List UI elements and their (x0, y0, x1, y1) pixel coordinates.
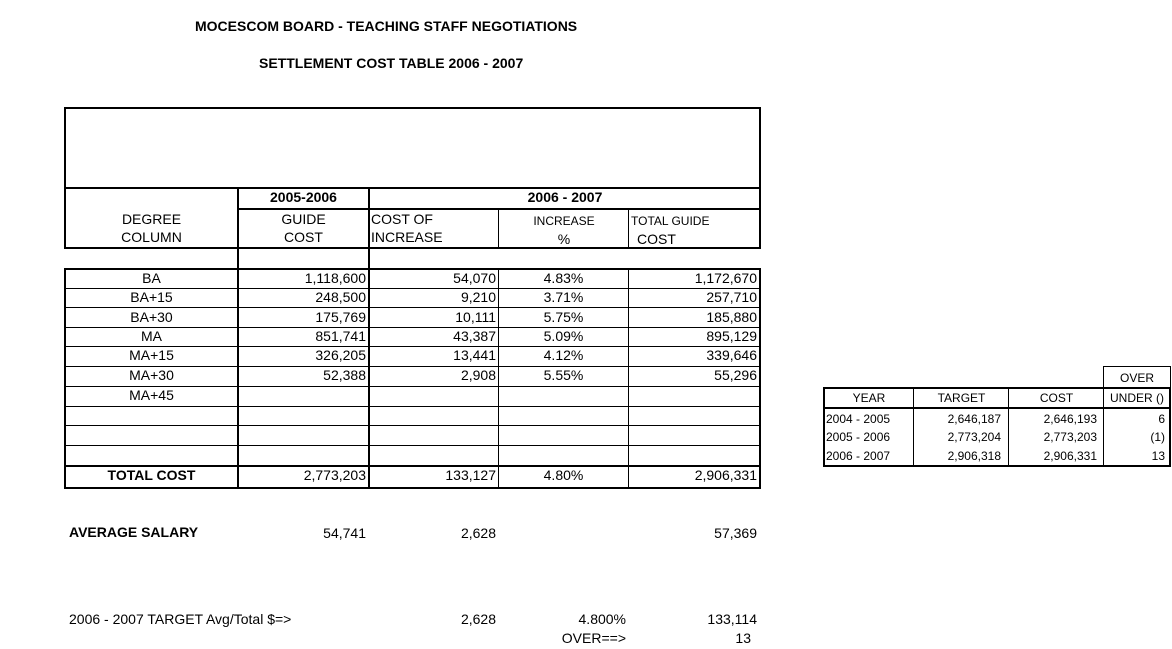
table-cell: 339,646 (706, 347, 757, 363)
table-cell: 4.83% (543, 270, 584, 286)
increase-pct-header: INCREASE % (533, 214, 595, 247)
table-cell: 185,880 (706, 309, 757, 325)
table-cell: 2,773,203 (303, 467, 366, 483)
table-cell: 895,129 (706, 328, 757, 344)
table-cell (239, 386, 366, 405)
table-cell: 13 (1151, 449, 1165, 463)
year-curr-header: 2006 - 2007 (527, 189, 603, 205)
table-cell: 1,118,600 (304, 270, 366, 286)
table-cell: 6 (1158, 412, 1165, 426)
table-cell: 248,500 (315, 289, 366, 305)
target-avg: 2,628 (460, 611, 496, 627)
table-cell: 52,388 (323, 367, 366, 383)
over-value: 13 (735, 630, 751, 646)
table-cell: (1) (1150, 430, 1165, 444)
table-cell: 175,769 (315, 309, 366, 325)
table-cell: 2,773,204 (947, 430, 1001, 444)
table-cell: 4.12% (543, 347, 584, 363)
table-cell: 2004 - 2005 (826, 412, 891, 426)
average-total: 57,369 (714, 525, 757, 541)
table-cell: 1,172,670 (694, 270, 757, 286)
guide-cost-header: GUIDE COST (281, 211, 326, 245)
table-cell: 3.71% (543, 289, 584, 305)
table-cell: 2,646,193 (1043, 412, 1097, 426)
table-cell: MA (141, 328, 162, 344)
table-cell: 4.80% (543, 467, 584, 483)
target-pct: 4.800% (578, 611, 626, 627)
table-cell: BA+15 (130, 289, 173, 305)
average-guide: 54,741 (323, 525, 366, 541)
average-increase: 2,628 (460, 525, 496, 541)
table-cell: TOTAL COST (107, 467, 196, 483)
table-cell: 2,646,187 (947, 412, 1001, 426)
table-cell: MA+30 (129, 367, 174, 383)
over-label: OVER==> (561, 630, 626, 646)
table-cell: 326,205 (315, 347, 366, 363)
side-year-header: YEAR (852, 391, 886, 405)
table-cell: MA+15 (129, 347, 174, 363)
table-cell: 2006 - 2007 (826, 449, 891, 463)
degree-header: DEGREE COLUMN (121, 211, 182, 245)
table-cell: BA (142, 270, 161, 286)
table-cell: 13,441 (453, 347, 496, 363)
page-subtitle: SETTLEMENT COST TABLE 2006 - 2007 (259, 55, 524, 71)
table-cell: 851,741 (315, 328, 366, 344)
table-cell (630, 386, 757, 405)
target-total: 133,114 (707, 611, 757, 627)
page-title: MOCESCOM BOARD - TEACHING STAFF NEGOTIATIONS (195, 18, 578, 34)
table-cell: BA+30 (130, 309, 173, 325)
table-cell: 257,710 (706, 289, 757, 305)
table-cell (370, 386, 496, 405)
table-cell: 54,070 (453, 270, 496, 286)
table-cell: 43,387 (453, 328, 496, 344)
target-label: 2006 - 2007 TARGET Avg/Total $=> (69, 611, 292, 627)
table-cell: 9,210 (460, 289, 496, 305)
table-cell: 55,296 (714, 367, 757, 383)
table-cell: 5.09% (543, 328, 584, 344)
side-target-header: TARGET (937, 391, 986, 405)
table-cell: 2005 - 2006 (826, 430, 891, 444)
table-cell: 2,906,331 (1043, 449, 1097, 463)
side-under-header: UNDER () (1110, 391, 1164, 405)
table-cell: 2,908 (460, 367, 496, 383)
side-over-header: OVER (1119, 371, 1154, 385)
table-cell: 133,127 (445, 467, 496, 483)
table-cell: 5.55% (543, 367, 584, 383)
table-cell (499, 386, 628, 405)
table-cell: 2,773,203 (1043, 430, 1097, 444)
table-cell: 10,111 (455, 309, 496, 325)
cost-of-increase-header: COST OF INCREASE (371, 211, 443, 245)
table-cell: 2,906,331 (694, 467, 757, 483)
table-cell: 2,906,318 (947, 449, 1001, 463)
table-cell: 5.75% (543, 309, 584, 325)
side-cost-header: COST (1039, 391, 1074, 405)
year-prev-header: 2005-2006 (270, 189, 337, 205)
average-salary-label: AVERAGE SALARY (69, 524, 199, 540)
table-cell: MA+45 (129, 387, 174, 403)
total-guide-cost-header: TOTAL GUIDE COST (631, 214, 710, 247)
